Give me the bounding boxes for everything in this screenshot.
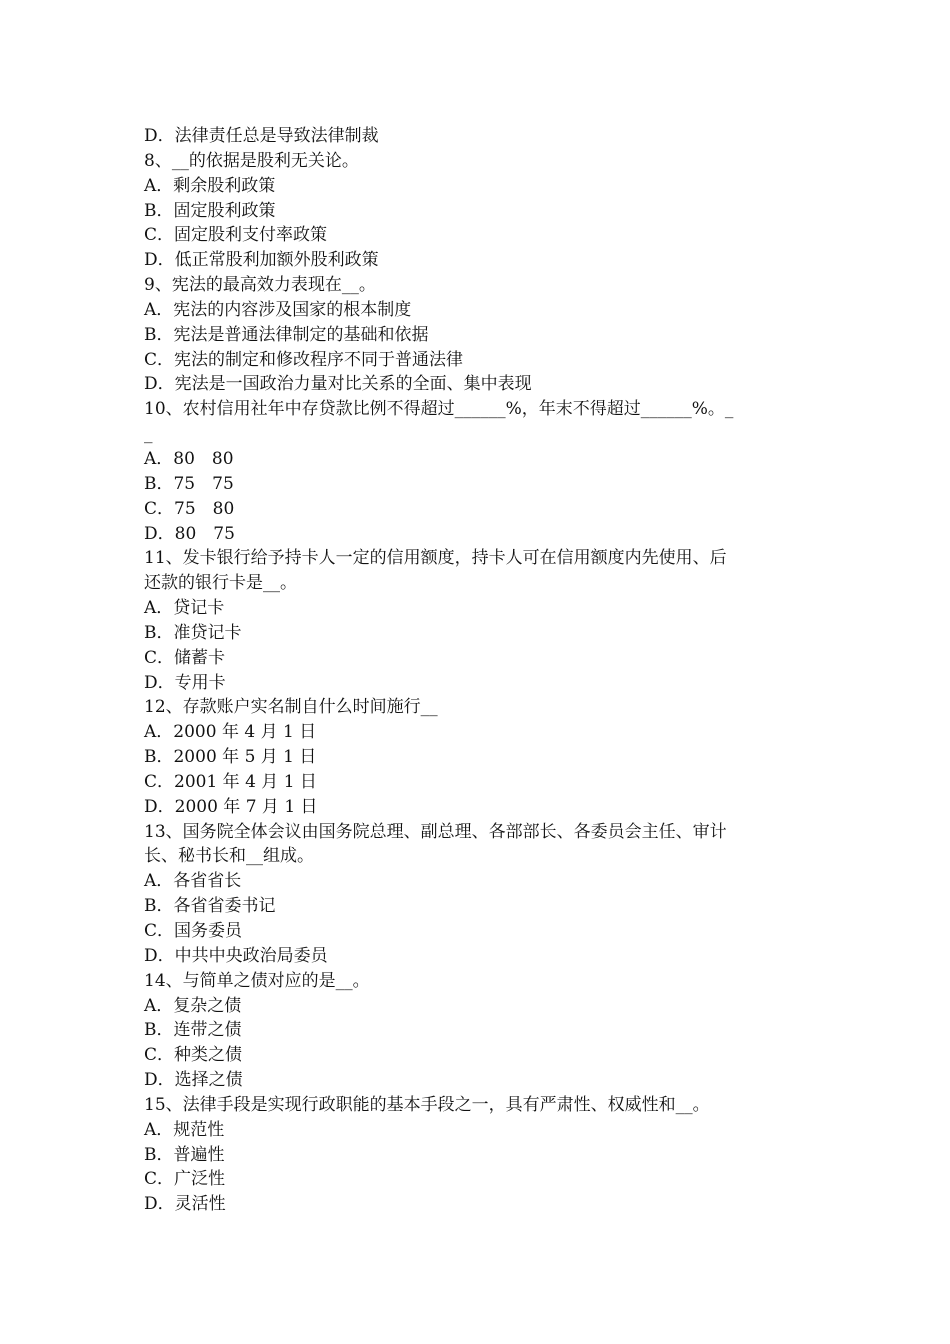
option-line: A．贷记卡 — [144, 598, 225, 619]
option-line: A．规范性 — [144, 1119, 225, 1140]
option-line: B．宪法是普通法律制定的基础和依据 — [144, 324, 429, 345]
question-line: 9、宪法的最高效力表现在__。 — [144, 275, 376, 296]
option-line: D．法律责任总是导致法律制裁 — [144, 126, 379, 146]
option-line: C．储蓄卡 — [144, 647, 226, 668]
option-line: A．各省省长 — [144, 871, 242, 892]
question-line-continued: 长、秘书长和__组成。 — [144, 846, 314, 867]
question-line: 8、__的依据是股利无关论。 — [144, 150, 359, 171]
option-line: C．国务委员 — [144, 921, 243, 941]
option-line: C．广泛性 — [144, 1169, 226, 1190]
option-line: D．专用卡 — [144, 672, 226, 693]
option-line: C．75 80 — [144, 498, 235, 519]
option-line: D．选择之债 — [144, 1070, 243, 1091]
option-line: D．低正常股利加额外股利政策 — [144, 250, 379, 271]
option-line: D．2000 年 7 月 1 日 — [144, 796, 318, 817]
option-line: C．种类之债 — [144, 1045, 243, 1066]
option-line: D．宪法是一国政治力量对比关系的全面、集中表现 — [144, 374, 532, 395]
option-line: D．80 75 — [144, 523, 235, 544]
document-page — [144, 124, 812, 1217]
option-line: B．连带之债 — [144, 1020, 242, 1041]
question-line: 14、与简单之债对应的是__。 — [144, 970, 370, 991]
option-line: B．75 75 — [144, 473, 234, 494]
option-line: A．剩余股利政策 — [144, 175, 276, 196]
option-line: C．固定股利支付率政策 — [144, 225, 328, 246]
option-line: B．各省省委书记 — [144, 896, 276, 917]
question-line-continued: _ — [144, 424, 153, 445]
option-line: A．2000 年 4 月 1 日 — [144, 722, 317, 743]
question-line: 12、存款账户实名制自什么时间施行__ — [144, 697, 438, 718]
question-line: 10、农村信用社年中存贷款比例不得超过______%，年末不得超过______%。_ — [144, 399, 734, 420]
option-line: A．80 80 — [144, 448, 234, 469]
option-line: D．中共中央政治局委员 — [144, 945, 328, 966]
option-line: B．固定股利政策 — [144, 200, 276, 221]
question-line-continued: 还款的银行卡是__。 — [144, 573, 297, 594]
question-line: 15、法律手段是实现行政职能的基本手段之一，具有严肃性、权威性和__。 — [144, 1094, 710, 1115]
option-line: C．2001 年 4 月 1 日 — [144, 771, 317, 792]
option-line: C．宪法的制定和修改程序不同于普通法律 — [144, 349, 464, 370]
option-line: B．准贷记卡 — [144, 622, 242, 643]
question-line: 13、国务院全体会议由国务院总理、副总理、各部部长、各委员会主任、审计 — [144, 821, 727, 842]
option-line: A．复杂之债 — [144, 995, 242, 1016]
option-line: A．宪法的内容涉及国家的根本制度 — [144, 299, 412, 320]
option-line: B．普遍性 — [144, 1144, 225, 1165]
option-line: B．2000 年 5 月 1 日 — [144, 747, 317, 768]
question-line: 11、发卡银行给予持卡人一定的信用额度，持卡人可在信用额度内先使用、后 — [144, 548, 727, 569]
option-line: D．灵活性 — [144, 1194, 226, 1215]
